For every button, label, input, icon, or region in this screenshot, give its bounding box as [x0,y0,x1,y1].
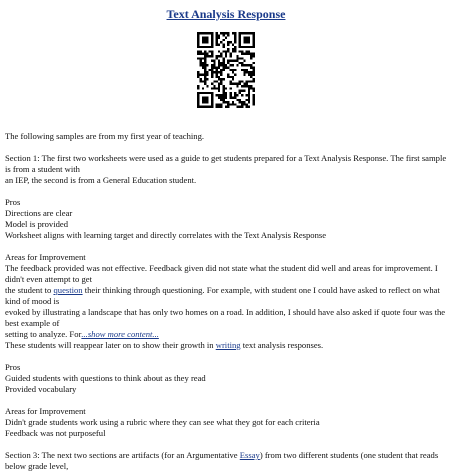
areas1-line2-pre: the student to [5,285,54,295]
areas1-line3: evoked by illustrating a landscape that has only two homes on a road. In addition, I should have also asked if quote four was the best example of [5,307,446,328]
pros-heading-2: Pros [5,362,21,372]
section3-pre: Section 3: The next two sections are artifacts (for an Argumentative [5,450,240,460]
qr-code [197,32,255,108]
reappear-post: text analysis responses. [240,340,324,350]
areas1-line2 [5,285,449,307]
pros1-item: Worksheet aligns with learning target and directly correlates with the Text Analysis Response [5,230,327,240]
areas2-item: Feedback was not purposeful [5,428,106,438]
pros-heading-1: Pros [5,197,21,207]
section1-line1: Section 1: The first two worksheets were used as a guide to get students prepared for a Text Analysis Response. The first sample is from a student with [5,153,447,174]
intro-paragraph: The following samples are from my first year of teaching. [5,131,205,141]
pros2-item: Provided vocabulary [5,384,77,394]
areas1-line4 [5,329,449,340]
reappear-pre: These students will reappear later on to show their growth in [5,340,216,350]
essay-link[interactable]: Essay [239,450,260,460]
page-title[interactable]: Text Analysis Response [166,7,286,21]
areas-heading-1: Areas for Improvement [5,252,86,262]
areas1-line4-pre: setting to analyze. For [5,329,82,339]
document-body [5,131,449,472]
section1-line2: an IEP, the second is from a General Education student. [5,175,197,185]
writing-link[interactable]: writing [215,340,241,350]
question-link[interactable]: question [53,285,83,295]
section3-line [5,450,449,472]
section3-post: ) from two different students (one student that reads below grade level, [5,450,439,471]
pros1-item: Model is provided [5,219,69,229]
areas1-line1: The feedback provided was not effective. Feedback given did not state what the student did well and areas for improvement. I didn't even attempt to get [5,263,438,284]
show-more-link[interactable]: ...show more content... [81,329,159,339]
pros1-item: Directions are clear [5,208,73,218]
areas1-line2-post: their thinking through questioning. For example, with student one I could have asked to reflect on what kind of mood is [5,285,440,306]
reappear-line [5,340,449,351]
areas-heading-2: Areas for Improvement [5,406,86,416]
areas2-item: Didn't grade students work using a rubric where they can see what they got for each criteria [5,417,320,427]
pros2-item: Guided students with questions to think about as they read [5,373,206,383]
